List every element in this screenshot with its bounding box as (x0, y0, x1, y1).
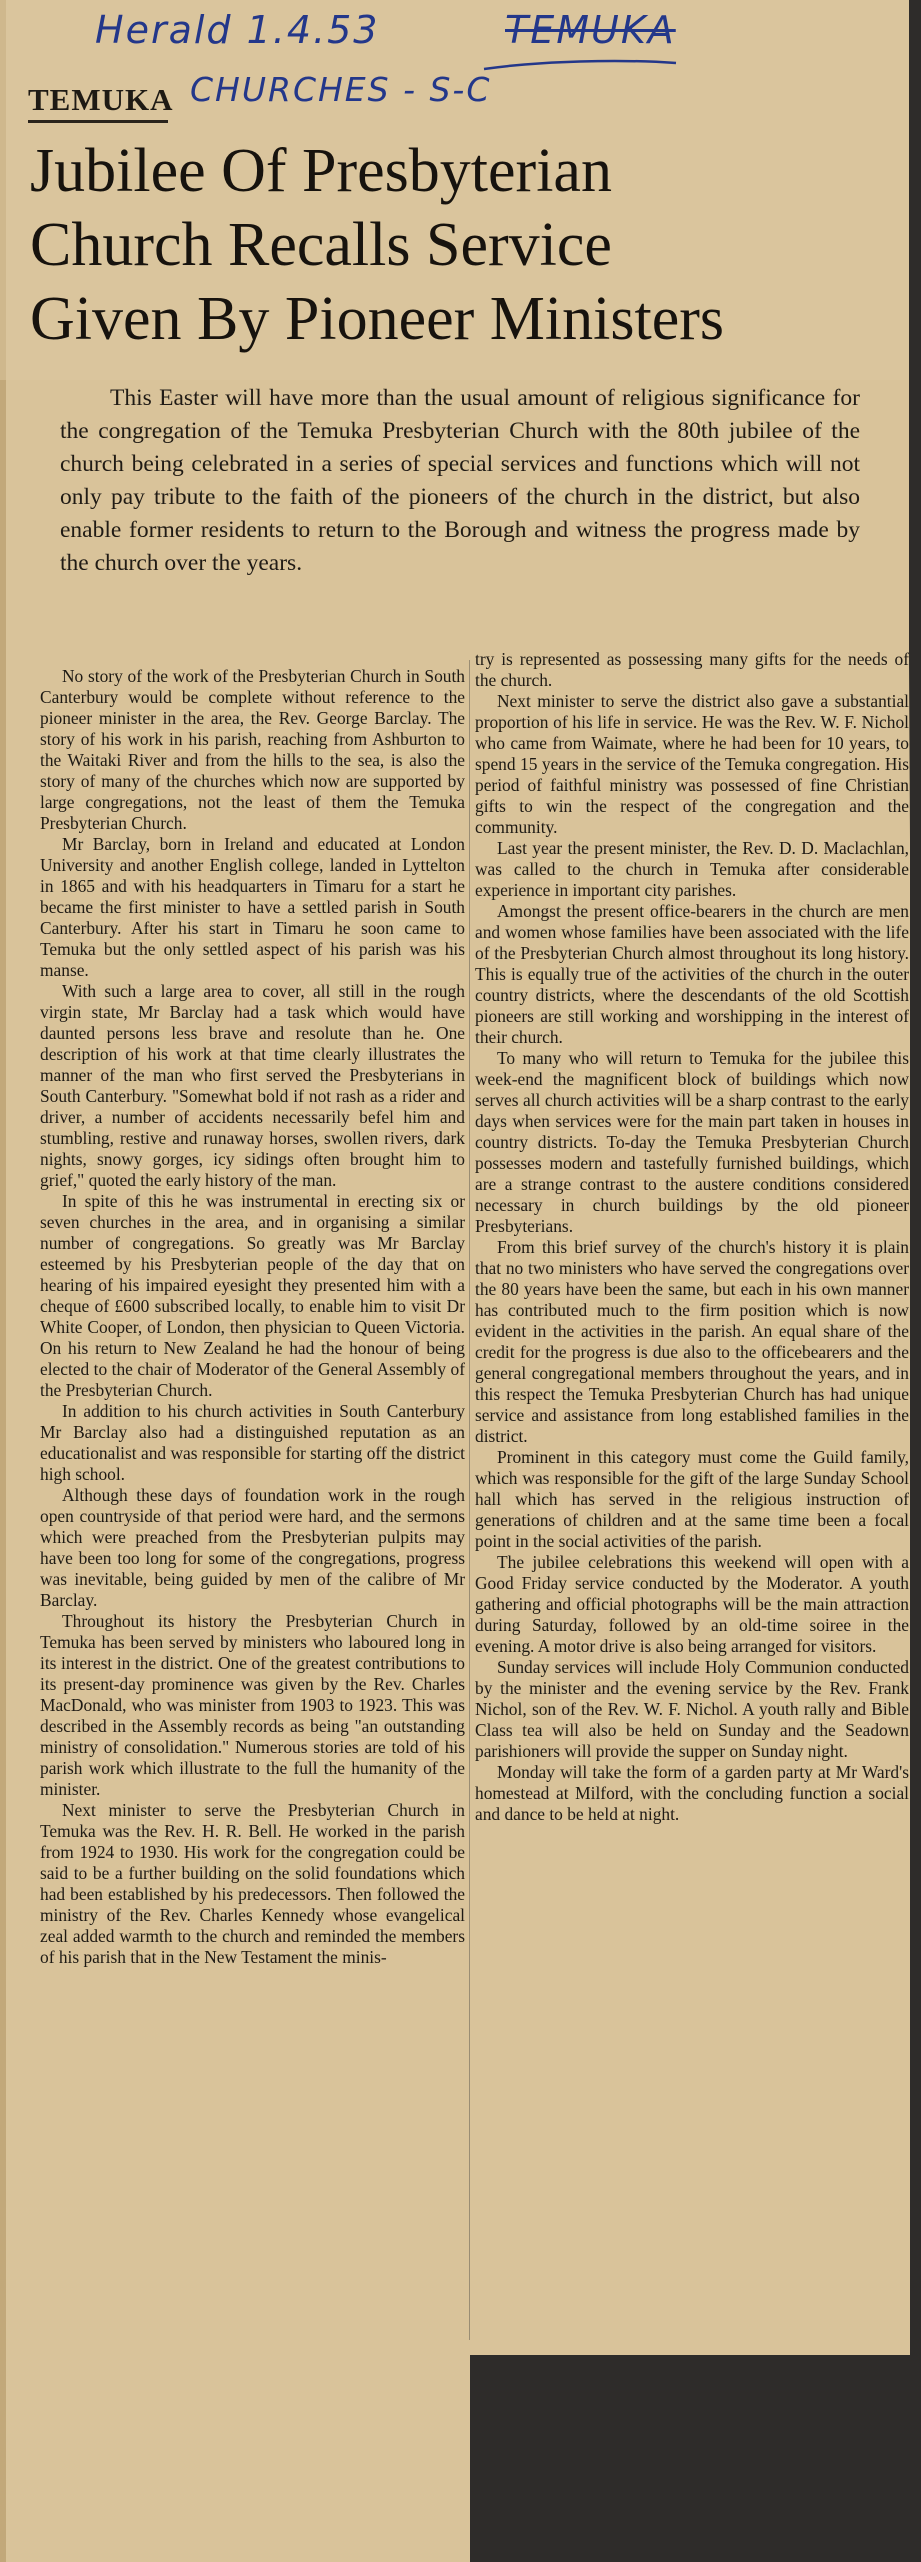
paragraph: Last year the present minister, the Rev. D. D. Maclachlan, was called to the church in Temuka after considerable experience in important city parishes. (475, 838, 909, 900)
paragraph: No story of the work of the Presbyterian Church in South Canterbury would be complete without reference to the pioneer minister in the area, the Rev. George Barclay. The story of his work in his parish, reaching from Ashburton to the Waitaki River and from the hills to the sea, is also the story of many of the churches which now are supported by large congregations, not the least of them the Temuka Presbyterian Church. (40, 666, 465, 833)
paragraph: Amongst the present office-bearers in the church are men and women whose families have been associated with the life of the Presbyterian Church almost throughout its long history. This is equally true of the activities of the church in the outer country districts, where the descendants of the old Scottish pioneers are still working and worshipping in the interest of their church. (475, 901, 909, 1047)
handwritten-category-note: CHURCHES - S-C (190, 70, 492, 109)
handwritten-date-note: Herald 1.4.53 (95, 8, 380, 52)
paragraph: try is represented as possessing many gifts for the needs of the church. (475, 649, 909, 690)
headline-line-2: Church Recalls Service (30, 211, 612, 279)
paragraph: With such a large area to cover, all still in the rough virgin state, Mr Barclay had a task which would have daunted persons less brave and resolute than he. One description of his work at that time clearly illustrates the manner of the man who first served the Presbyterians in South Canterbury. "Somewhat bold if not rash as a rider and driver, a number of accidents necessarily befel him and stumbling, restive and runaway horses, swollen rivers, dark nights, snowy gorges, icy sidings often brought him to grief," quoted the early history of the man. (40, 981, 465, 1190)
paragraph: Next minister to serve the district also gave a substantial proportion of his life in service. He was the Rev. W. F. Nichol who came from Waimate, where he had been for 10 years, to spend 15 years in the service of the Temuka congregation. His period of faithful ministry was possessed of fine Christian gifts to win the respect of the congregation and the community. (475, 691, 909, 837)
handwritten-underline-stroke (480, 55, 680, 75)
handwritten-struck-note: TEMUKA (505, 8, 676, 52)
section-underline (28, 120, 168, 123)
headline-line-3: Given By Pioneer Ministers (30, 285, 724, 353)
paragraph: From this brief survey of the church's history it is plain that no two ministers who have served the congregations over the 80 years have been the same, but each in his own manner has contributed much to the firm position which is now evident in the activities in the parish. An equal share of the credit for the progress is due also to the officebearers and the general congregational members throughout the years, and in this respect the Temuka Presbyterian Church has had unique service and assistance from long established families in the district. (475, 1237, 909, 1446)
paragraph: The jubilee celebrations this weekend will open with a Good Friday service conducted by the Moderator. A youth gathering and official photographs will be the main attraction during Saturday, followed by an old-time soiree in the evening. A motor drive is also being arranged for visitors. (475, 1552, 909, 1656)
headline-line-1: Jubilee Of Presbyterian (30, 137, 612, 205)
article-column-2 (475, 649, 909, 2334)
paragraph: In spite of this he was instrumental in erecting six or seven churches in the area, and in organising a similar number of congregations. So greatly was Mr Barclay esteemed by his Presbyterian people of the day that on hearing of his impaired eyesight they presented him with a cheque of £600 subscribed locally, to enable him to visit Dr White Cooper, of London, then physician to Queen Victoria. On his return to New Zealand he had the honour of being elected to the chair of Moderator of the General Assembly of the Presbyterian Church. (40, 1191, 465, 1400)
article-intro: This Easter will have more than the usual amount of religious significance for the congregation of the Temuka Presbyterian Church with the 80th jubilee of the church being celebrated in a series of special services and functions which will not only pay tribute to the faith of the pioneers of the church in the district, but also enable former residents to return to the Borough and witness the progress made by the church over the years. (60, 385, 860, 576)
article-column-1 (40, 666, 465, 2546)
paragraph: Monday will take the form of a garden party at Mr Ward's homestead at Milford, with the concluding function a social and dance to be held at night. (475, 1762, 909, 1824)
paragraph: Throughout its history the Presbyterian Church in Temuka has been served by ministers who laboured long in its interest in the district. One of the greatest contributions to its present-day prominence was given by the Rev. Charles MacDonald, who was minister from 1903 to 1923. This was described in the Assembly records as being "an outstanding ministry of consolidation." Numerous stories are told of his parish work which illustrate to the full the humanity of the minister. (40, 1611, 465, 1799)
paragraph: Next minister to serve the Presbyterian Church in Temuka was the Rev. H. R. Bell. He worked in the parish from 1924 to 1930. His work for the congregation could be said to be a further building on the solid foundations which had been established by his predecessors. Then followed the ministry of the Rev. Charles Kennedy whose evangelical zeal added warmth to the church and reminded the members of his parish that in the New Testament the minis- (40, 1800, 465, 1967)
article-headline (30, 134, 910, 356)
paragraph: In addition to his church activities in South Canterbury Mr Barclay also had a distinguished reputation as an educationalist and was responsible for starting off the district high school. (40, 1401, 465, 1484)
paragraph: Although these days of foundation work in the rough open countryside of that period were hard, and the sermons which were preached from the Presbyterian pulpits may have been too long for some of the congregations, progress was inevitable, being guided by men of the calibre of Mr Barclay. (40, 1485, 465, 1610)
paragraph: Mr Barclay, born in Ireland and educated at London University and another English college, landed in Lyttelton in 1865 and with his headquarters in Timaru for a start he became the first minister to have a settled parish in South Canterbury. After his start in Timaru he soon came to Temuka but the only settled aspect of his parish was his manse. (40, 834, 465, 980)
column-divider (469, 660, 470, 2340)
section-label: TEMUKA (28, 82, 174, 117)
clipping-left-shadow (0, 0, 6, 2562)
paragraph: Sunday services will include Holy Communion conducted by the minister and the evening service by the Rev. Frank Nichol, son of the Rev. W. F. Nichol. A youth rally and Bible Class tea will also be held on Sunday and the Seadown parishioners will provide the supper on Sunday night. (475, 1657, 909, 1761)
clipping-lower-right-gap (470, 2355, 921, 2562)
paragraph: To many who will return to Temuka for the jubilee this week-end the magnificent block of buildings which now serves all church activities will be a sharp contrast to the early days when services were for the main part taken in houses in country districts. To-day the Temuka Presbyterian Church possesses modern and tastefully furnished buildings, which are a strange contrast to the austere conditions considered necessary in church buildings by the old pioneer Presbyterians. (475, 1048, 909, 1236)
paragraph: Prominent in this category must come the Guild family, which was responsible for the gift of the large Sunday School hall which has served in the religious instruction of generations of children and at the same time been a focal point in the social activities of the parish. (475, 1447, 909, 1551)
